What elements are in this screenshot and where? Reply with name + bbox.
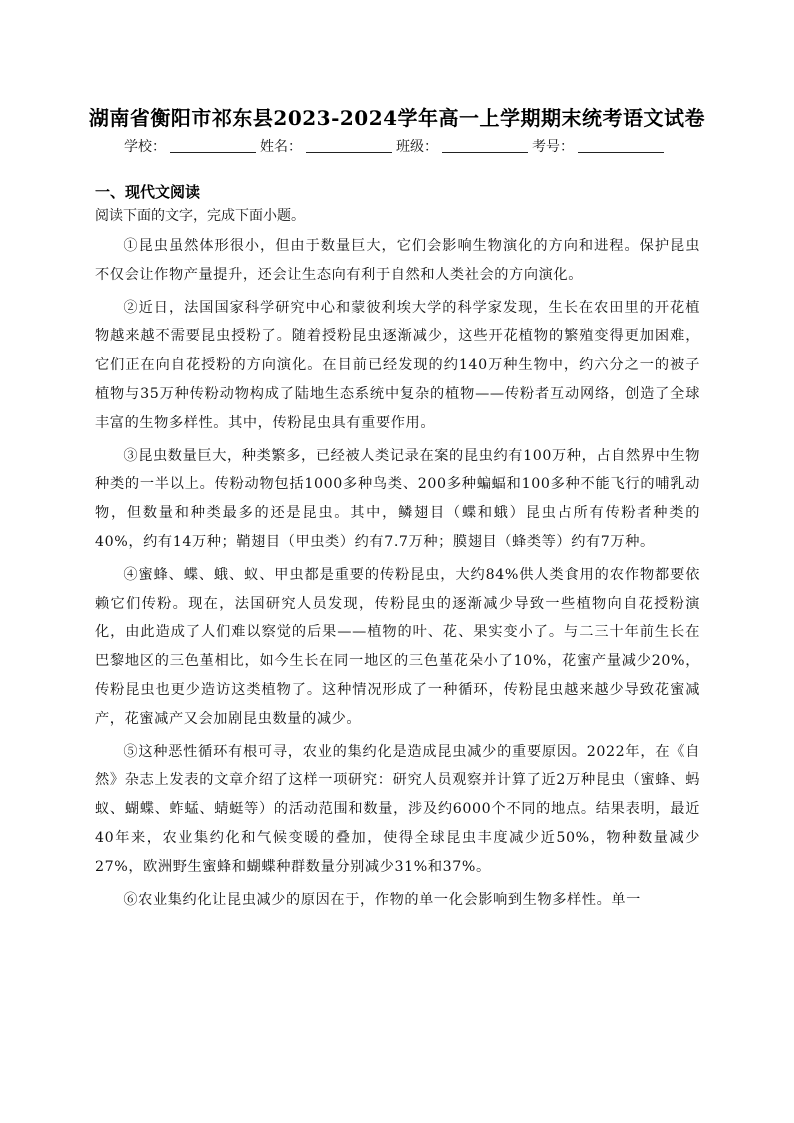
paragraph-6: ⑥农业集约化让昆虫减少的原因在于，作物的单一化会影响到生物多样性。单一 — [123, 891, 641, 908]
paragraph-2: ②近日，法国国家科学研究中心和蒙彼利埃大学的科学家发现，生长在农田里的开花植物越来越不需要昆虫授粉了。随着授粉昆虫逐渐减少，这些开花植物的繁殖变得更加困难，它们正在向自花授粉的方向演化。在目前已经发现的约140万种生物中，约六分之一的被子植物与35万种传粉动物构成了陆地生态系统中复杂的植物——传粉者互动网络，创造了全球丰富的生物多样性。其中，传粉昆虫具有重要作用。 — [95, 299, 700, 431]
exam-number-label: 考号： — [532, 139, 574, 155]
name-blank[interactable] — [306, 136, 392, 153]
class-blank[interactable] — [442, 136, 528, 153]
name-field — [260, 136, 396, 156]
paragraph-5: ⑤这种恶性循环有根可寻，农业的集约化是造成昆虫减少的重要原因。2022年，在《自然》杂志上发表的文章介绍了这样一项研究：研究人员观察并计算了近2万种昆虫（蜜蜂、蚂蚁、蝴蝶、蚱蜢、蜻蜓等）的活动范围和数量，涉及约6000个不同的地点。结果表明，最近40年来，农业集约化和气候变暖的叠加，使得全球昆虫丰度减少近50%，物种数量减少27%，欧洲野生蜜蜂和蝴蝶种群数量分别减少31%和37%。 — [95, 743, 700, 875]
exam-number-field — [532, 136, 668, 156]
reading-passage — [95, 232, 700, 918]
school-label: 学校： — [124, 139, 166, 155]
exam-number-blank[interactable] — [578, 136, 664, 153]
class-label: 班级： — [396, 139, 438, 155]
class-field — [396, 136, 532, 156]
reading-instruction: 阅读下面的文字，完成下面小题。 — [95, 208, 305, 224]
exam-title: 湖南省衡阳市祁东县2023-2024学年高一上学期期末统考语文试卷 — [88, 106, 706, 130]
name-label: 姓名： — [260, 139, 302, 155]
paragraph-1: ①昆虫虽然体形很小，但由于数量巨大，它们会影响生物演化的方向和进程。保护昆虫不仅会让作物产量提升，还会让生态向有利于自然和人类社会的方向演化。 — [95, 238, 700, 283]
student-info-row — [124, 136, 684, 158]
school-blank[interactable] — [170, 136, 256, 153]
paragraph-3: ③昆虫数量巨大，种类繁多，已经被人类记录在案的昆虫约有100万种，占自然界中生物种类的一半以上。传粉动物包括1000多种鸟类、200多种蝙蝠和100多种不能飞行的哺乳动物，但数量和种类最多的还是昆虫。其中，鳞翅目（蝶和蛾）昆虫占所有传粉者种类的40%，约有14万种；鞘翅目（甲虫类）约有7.7万种；膜翅目（蜂类等）约有7万种。 — [95, 447, 700, 550]
school-field — [124, 136, 260, 156]
section-heading: 一、现代文阅读 — [95, 183, 201, 201]
paragraph-4: ④蜜蜂、蝶、蛾、蚁、甲虫都是重要的传粉昆虫，大约84%供人类食用的农作物都要依赖它们传粉。现在，法国研究人员发现，传粉昆虫的逐渐减少导致一些植物向自花授粉演化，由此造成了人们难以察觉的后果——植物的叶、花、果实变小了。与二三十年前生长在巴黎地区的三色堇相比，如今生长在同一地区的三色堇花朵小了10%，花蜜产量减少20%，传粉昆虫也更少造访这类植物了。这种情况形成了一种循环，传粉昆虫越来越少导致花蜜减产，花蜜减产又会加剧昆虫数量的减少。 — [95, 566, 700, 727]
